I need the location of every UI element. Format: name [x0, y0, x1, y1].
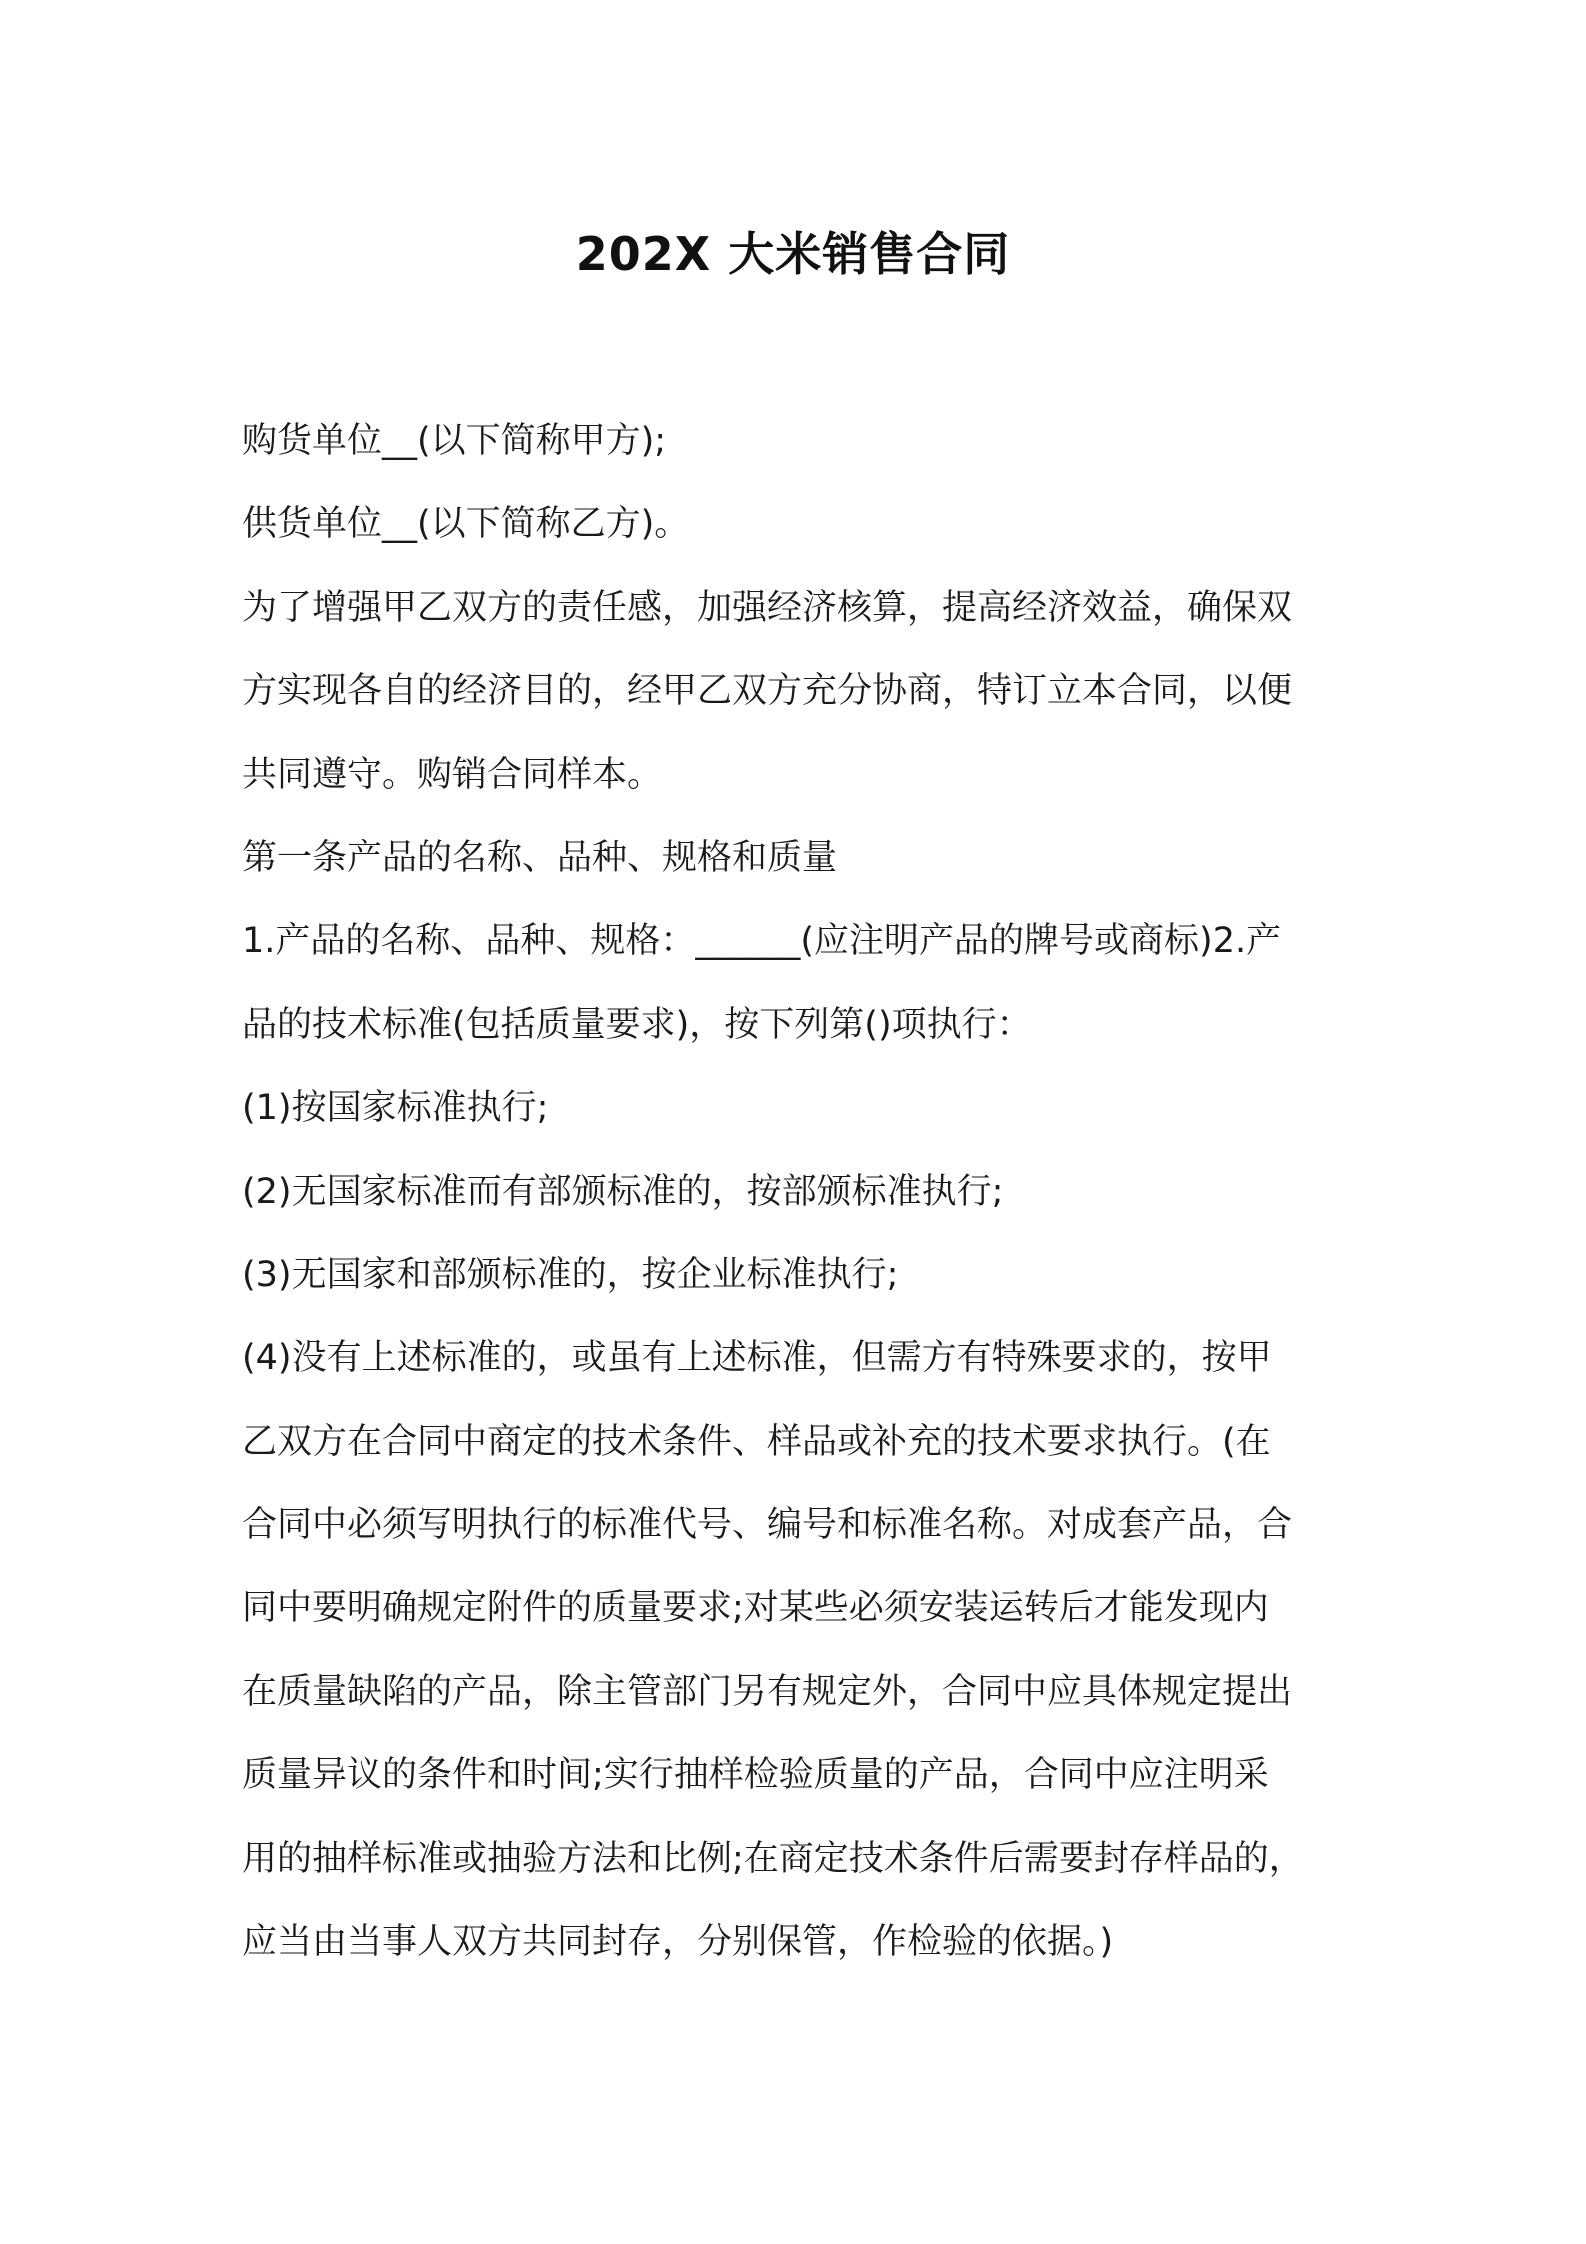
document-title: 202X 大米销售合同 — [575, 227, 1011, 281]
text-line: 品的技术标准(包括质量要求)，按下列第()项执行： — [242, 1004, 1032, 1045]
text-line: 购货单位__(以下简称甲方); — [242, 421, 667, 461]
preamble-paragraph — [242, 567, 1372, 817]
buyer-line — [242, 400, 1372, 483]
option-3 — [242, 1234, 1372, 1317]
text-line: (3)无国家和部颁标准的，按企业标准执行; — [242, 1254, 899, 1295]
text-line: (1)按国家标准执行; — [242, 1088, 549, 1129]
text-line: 质量异议的条件和时间;实行抽样检验质量的产品，合同中应注明采 — [242, 1755, 1269, 1796]
text-line: 同中要明确规定附件的质量要求;对某些必须安装运转后才能发现内 — [242, 1588, 1269, 1629]
text-line: (4)没有上述标准的，或虽有上述标准，但需方有特殊要求的，按甲 — [242, 1338, 1272, 1379]
article-one-heading — [242, 817, 1372, 900]
option-2 — [242, 1151, 1372, 1234]
seller-line — [242, 483, 1372, 566]
text-line: (2)无国家标准而有部颁标准的，按部颁标准执行; — [242, 1171, 1004, 1212]
text-line: 用的抽样标准或抽验方法和比例;在商定技术条件后需要封存样品的， — [242, 1838, 1304, 1879]
text-line: 供货单位__(以下简称乙方)。 — [242, 504, 690, 545]
item-1-paragraph — [242, 900, 1372, 1067]
document-body — [242, 400, 1372, 1984]
option-1 — [242, 1067, 1372, 1150]
option-4 — [242, 1317, 1372, 1984]
text-line: 方实现各自的经济目的，经甲乙双方充分协商，特订立本合同，以便 — [242, 671, 1293, 712]
text-line: 在质量缺陷的产品，除主管部门另有规定外，合同中应具体规定提出 — [242, 1671, 1293, 1712]
text-line: 为了增强甲乙双方的责任感，加强经济核算，提高经济效益，确保双 — [242, 587, 1293, 628]
text-line: 合同中必须写明执行的标准代号、编号和标准名称。对成套产品，合 — [242, 1505, 1293, 1546]
text-line: 第一条产品的名称、品种、规格和质量 — [242, 837, 838, 878]
text-line: 乙双方在合同中商定的技术条件、样品或补充的技术要求执行。(在 — [242, 1421, 1271, 1462]
text-line: 共同遵守。购销合同样本。 — [242, 754, 663, 795]
text-line: 应当由当事人双方共同封存，分别保管，作检验的依据。) — [242, 1922, 1114, 1963]
text-line: 1.产品的名称、品种、规格：______(应注明产品的牌号或商标)2.产 — [242, 921, 1282, 962]
